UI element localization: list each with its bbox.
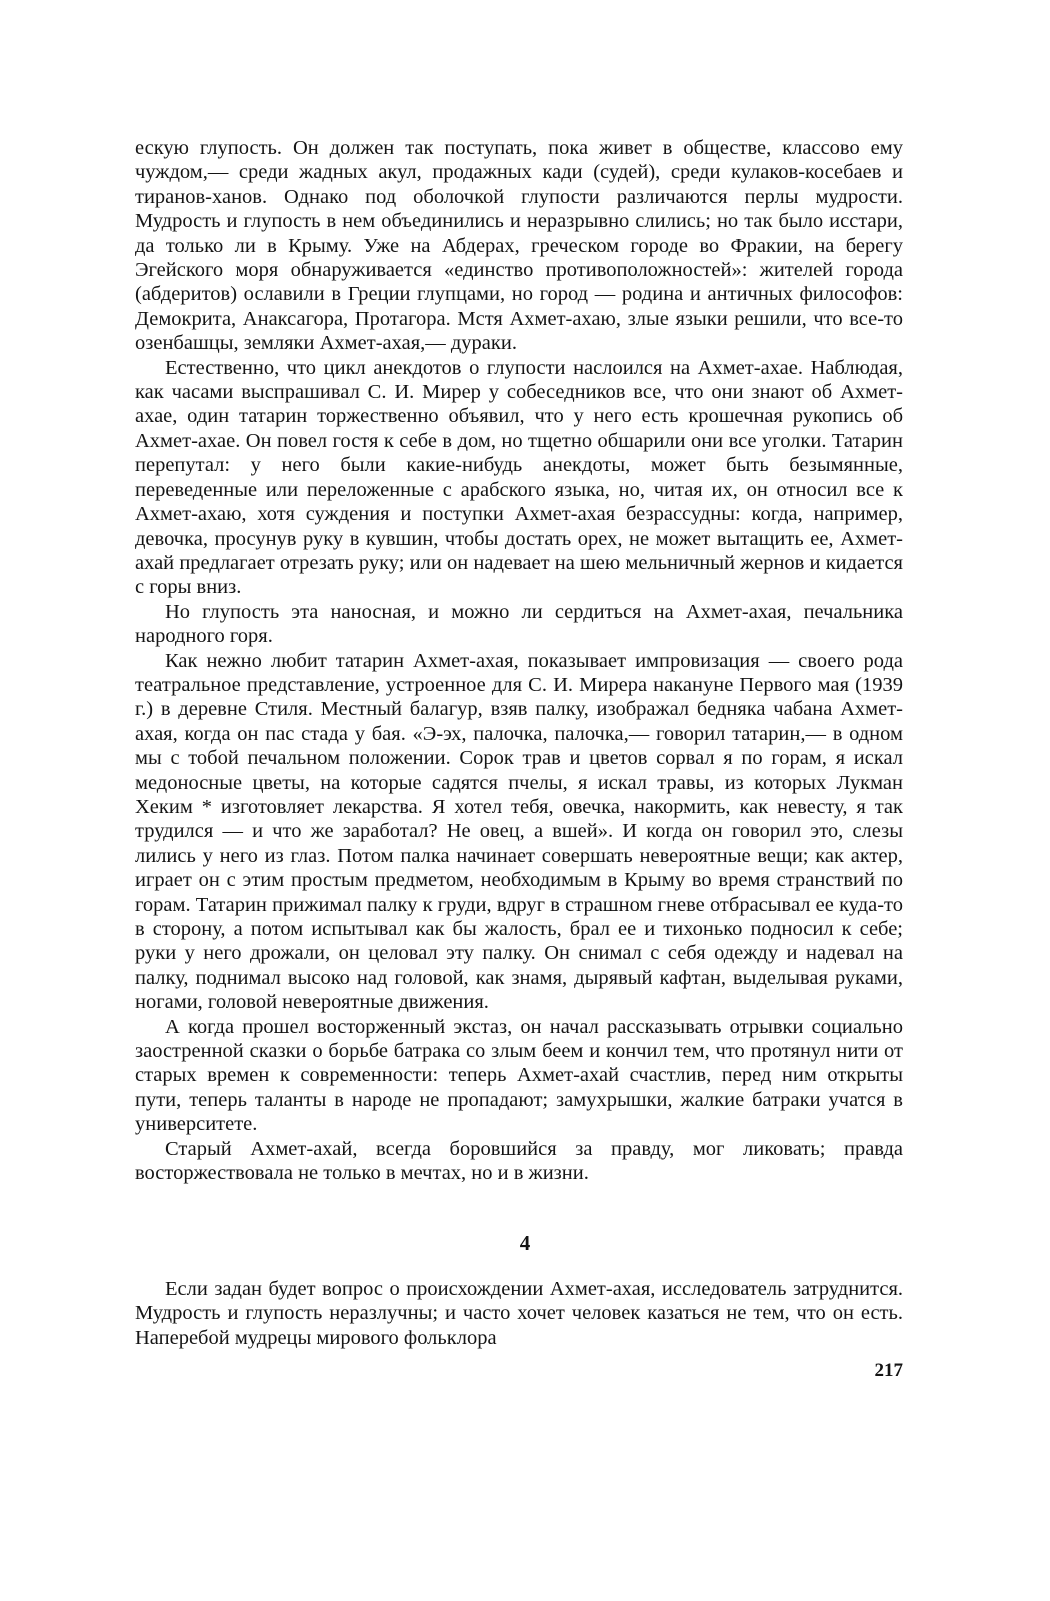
paragraph-5: А когда прошел восторженный экстаз, он начал рассказывать отрывки социально заостренной сказки о борьбе батрака со злым беем и кончил тем, что протянул нити от старых времен к современности: теперь Ахмет-ахай счастлив, перед ним открыты пути, теперь таланты в народе не пропадают; замухрышки, жалкие батраки учатся в университете. [135,1015,903,1136]
paragraph-3: Но глупость эта наносная, и можно ли сердиться на Ахмет-ахая, печальника народного горя. [135,600,903,648]
section-paragraph-1: Если задан будет вопрос о происхождении Ахмет-ахая, исследователь затруднится. Мудрость и глупость неразлучны; и часто хочет человек казаться не тем, что он есть. Наперебой мудрецы мирового фольклора [135,1278,903,1349]
paragraph-6: Старый Ахмет-ахай, всегда боровшийся за правду, мог ликовать; правда восторжествовала не только в мечтах, но и в жизни. [135,1137,903,1185]
main-text [135,136,903,1185]
paragraph-2: Естественно, что цикл анекдотов о глупости наслоился на Ахмет-ахае. Наблюдая, как часами выспрашивал С. И. Мирер у собеседников все, что они знают об Ахмет-ахае, один татарин торжественно объявил, что у него есть крошечная рукопись об Ахмет-ахае. Он повел гостя к себе в дом, но тщетно обшарили они все уголки. Татарин перепутал: у него были какие-нибудь анекдоты, может быть безымянные, переведенные или переложенные с арабского языка, но, читая их, он относил все к Ахмет-ахаю, хотя суждения и поступки Ахмет-ахая безрассудны: когда, например, девочка, просунув руку в кувшин, чтобы достать орех, не может вытащить ее, Ахмет-ахай предлагает отрезать руку; или он надевает на шею мельничный жернов и кидается с горы вниз. [135,356,903,599]
paragraph-4: Как нежно любит татарин Ахмет-ахая, показывает импровизация — своего рода театральное представление, устроенное для С. И. Мирера накануне Первого мая (1939 г.) в деревне Стиля. Местный балагур, взяв палку, изображал бедняка чабана Ахмет-ахая, когда он пас стада у бая. «Э-эх, палочка, палочка,— говорил татарин,— в одном мы с тобой печальном положении. Сорок трав и цветов сорвал я по горам, я искал медоносные цветы, на которые садятся пчелы, я искал травы, из которых Лукман Хеким * изготовляет лекарства. Я хотел тебя, овечка, накормить, как невесту, я так трудился — и что же заработал? Не овец, а вшей». И когда он говорил это, слезы лились у него из глаз. Потом палка начинает совершать невероятные вещи; как актер, играет он с этим простым предметом, необходимым в Крыму во время странствий по горам. Татарин прижимал палку к груди, вдруг в страшном гневе отбрасывал ее куда-то в сторону, а потом испытывал как бы жалость, брал ее и тихонько подносил к себе; руки у него дрожали, он целовал эту палку. Он снимал с себя одежду и надевал на палку, поднимал высоко над головой, как знамя, дырявый кафтан, выделывая руками, ногами, головой невероятные движения. [135,649,903,1014]
page-number: 217 [874,1360,903,1381]
section-number: 4 [519,1231,531,1255]
section-text [135,1277,903,1350]
paragraph-1: ескую глупость. Он должен так поступать, пока живет в обществе, классово ему чуждом,— среди жадных акул, продажных кади (судей), среди кулаков-косебаев и тиранов-ханов. Однако под оболочкой глупости различаются перлы мудрости. Мудрость и глупость в нем объединились и неразрывно слились; но так было исстари, да только ли в Крыму. Уже на Абдерах, греческом городе во Фракии, на берегу Эгейского моря обнаруживается «единство противоположностей»: жителей города (абдеритов) ославили в Греции глупцами, но город — родина и античных философов: Демокрита, Анаксагора, Протагора. Мстя Ахмет-ахаю, злые языки решили, что все-то озенбашцы, земляки Ахмет-ахая,— дураки. [135,137,903,355]
